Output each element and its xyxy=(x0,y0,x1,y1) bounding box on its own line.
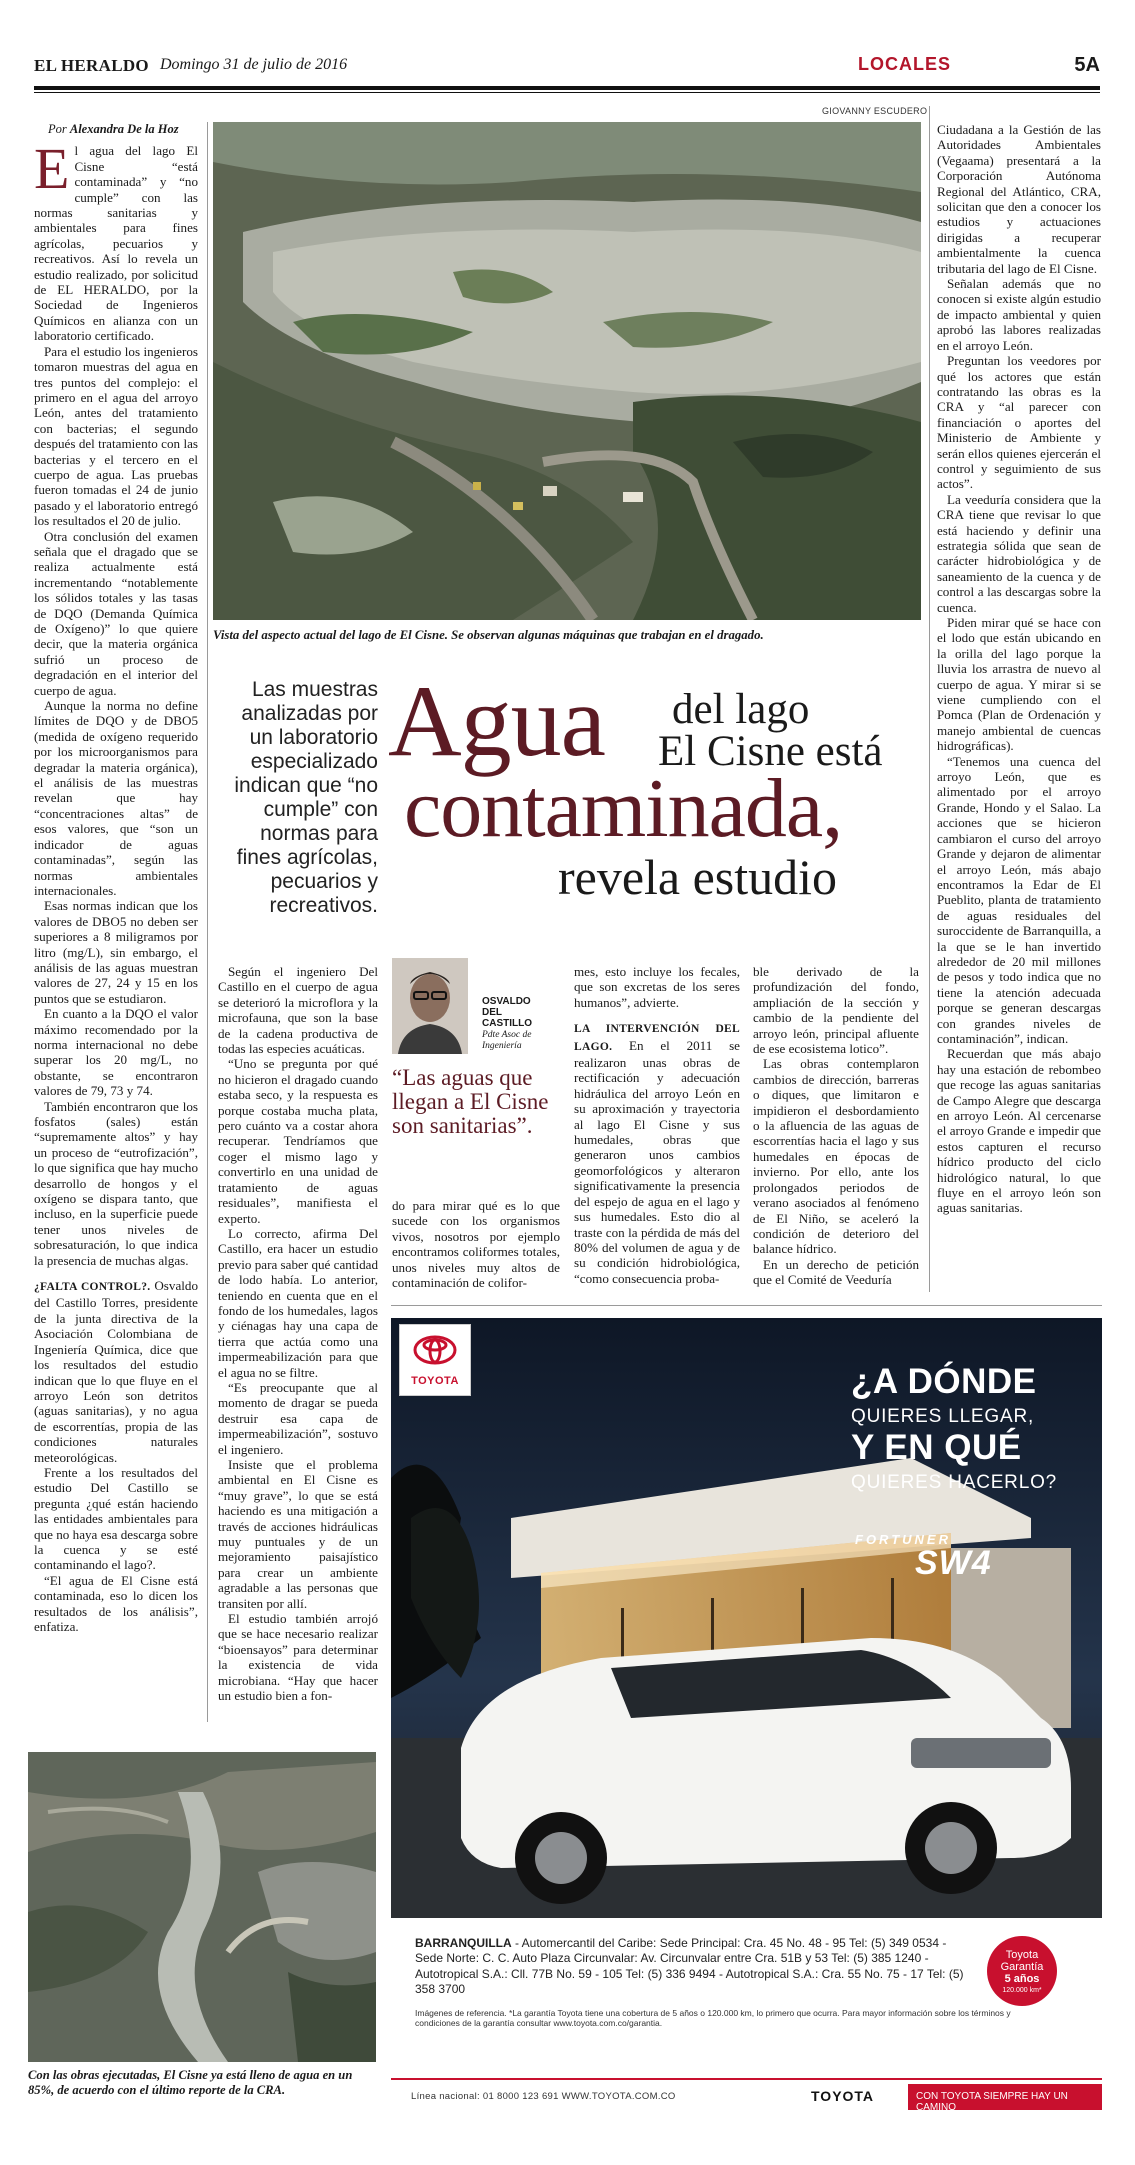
paragraph: En cuanto a la DQO el valor máximo recomendado por la norma internacional no debe superar los 20 mg/L, no obstante, se encontraron valores de 79, 73 y 74. xyxy=(34,1006,198,1099)
paragraph: “Tenemos una cuenca del arroyo León, que es alimentado por el arroyo Grande, Hondo y el Salao. La acciones que se hicieron cambiaron el curso del arroyo Grande y dejaron de alimentar el arroyo León, más abajo encontramos la Edar de El Pueblito, planta de tratamiento de aguas residuales del suroccidente de Barranquilla, a la que se le han invertido alrededor de 20 mil millones de pesos y todo indica que no tiene la atención adecuada porque se generan descargas con grandes niveles de contaminación”, indican. xyxy=(937,753,1101,1046)
main-photo-caption: Vista del aspecto actual del lago de El Cisne. Se observan algunas máquinas que trabajan en el dragado. xyxy=(213,628,764,642)
ad-footer xyxy=(391,2078,1102,2113)
ad-headline-1: ¿A DÓNDE xyxy=(851,1362,1037,1401)
paragraph: Aunque la norma no define límites de DQO y de DBO5 (medida de oxígeno requerido por los microorganismos para degradar la materia orgánica), el análisis de las muestras revelan que hay “concentraciones altas” de esos valores, que “son un indicador de aguas contaminadas”, según las normas ambientales internacionales. xyxy=(34,698,198,898)
paragraph: También encontraron que los fosfatos (sales) están “supremamente altos” y hay un proceso de “eutrofización”, lo que significa que hay mucho desarrollo de hongos y el oxígeno se dispara tanto, que incluso, en la superficie puede tener unos niveles de sobresaturación, lo que indica la presencia de muchas algas. xyxy=(34,1098,198,1268)
toyota-brand-label: TOYOTA xyxy=(411,1375,459,1387)
paragraph: ¿FALTA CONTROL?. Osvaldo del Castillo Torres, presidente de la junta directiva de la Asociación Colombiana de Ingeniería Química, dice que los resultados del estudio indican que lo que fluye en el arroyo León son detritos (aguas sanitarias), y no agua de escorrentías, propia de las condiciones naturales meteorológicas. xyxy=(34,1278,198,1465)
newspaper-name: EL HERALDO xyxy=(34,56,149,75)
lead-paragraph: El agua del lago El Cisne “está contaminada” y “no cumple” con las normas sanitarias y ambientales para fines agrícolas, pecuarios y recreativos. Así lo revela un estudio realizado, por solicitud de EL HERALDO, por la Sociedad de Ingenieros Químicos en alianza con un laboratorio certificado. xyxy=(34,136,198,344)
headline-del-lago: del lago xyxy=(672,686,810,733)
section-divider xyxy=(391,1305,1102,1306)
model-badge: SW4 xyxy=(915,1544,992,1582)
toyota-logo-icon xyxy=(413,1335,457,1365)
article-column-4 xyxy=(574,964,740,1286)
paragraph: Según el ingeniero Del Castillo en el cuerpo de agua se deterioró la microflora y la microfauna, que son la base de la cadena productiva de todas las especies acuáticas. xyxy=(218,964,378,1057)
headline-el-cisne: El Cisne está xyxy=(658,728,883,775)
ad-headline-4: QUIERES HACERLO? xyxy=(851,1472,1058,1493)
dealer-addresses: BARRANQUILLA - Automercantil del Caribe: Sede Principal: Cra. 45 No. 48 - 95 Tel: (5) 349 0534 - Sede Norte: C. C. Auto Plaza Circunvalar: Av. Circunvalar entre Cra. 51B y 53 Tel: (5) 385 1240 - Autotropical S.A.: Cll. 77B No. 59 - 105 Tel: (5) 336 9494 - Autotropical S.A.: Cra. 55 No. 75 - 17 Tel: (5) 358 3700 xyxy=(415,1936,964,1997)
quote-name: OSVALDO DEL CASTILLO xyxy=(482,996,532,1029)
article-column-2 xyxy=(218,964,378,1704)
page-number: 5A xyxy=(1074,54,1100,76)
paragraph: En un derecho de petición que el Comité de Veeduría xyxy=(753,1256,919,1288)
paragraph: LA INTERVENCIÓN DEL LAGO. En el 2011 se realizaron unas obras de rectificación y adecuación hidráulica del arroyo León en su aproximación y trayectoria al lago El Cisne y sus humedales, obras que generaron unos cambios geomorfológicos y alteraron significativamente la presencia del espejo de agua en el lago y sus humedales. Esto dio al traste con la pérdida de más del 80% del volumen de agua y de su condición hidrobiológica, “como consecuencia proba- xyxy=(574,1023,740,1286)
paragraph: Señalan además que no conocen si existe algún estudio de impacto ambiental y quien aprobó las labores realizadas en el arroyo León. xyxy=(937,276,1101,353)
footer-brand: TOYOTA xyxy=(811,2088,875,2104)
ad-dealer-info xyxy=(391,1918,1102,2078)
paragraph: ble derivado de la profundización del fondo, ampliación de la sección y cambio de la pendiente del arroyo león, principal afluente de ese ecosistema lotico”. xyxy=(753,964,919,1057)
ad-headline-2: QUIERES LLEGAR, xyxy=(851,1406,1035,1427)
article-column-3 xyxy=(392,1198,560,1290)
column-divider xyxy=(207,122,208,1722)
toyota-logo-box xyxy=(399,1324,471,1396)
article-column-5 xyxy=(753,964,919,1288)
ad-headline-3: Y EN QUÉ xyxy=(851,1428,1022,1467)
brand-slogan: CON TOYOTA SIEMPRE HAY UN CAMINO xyxy=(908,2084,1102,2110)
warranty-seal: Toyota Garantía 5 años 120.000 km* xyxy=(987,1936,1057,2006)
byline: Por Alexandra De la Hoz xyxy=(48,122,179,136)
small-photo-caption: Con las obras ejecutadas, El Cisne ya está lleno de agua en un 85%, de acuerdo con el último reporte de la CRA. xyxy=(28,2068,353,2097)
article-column-6 xyxy=(937,122,1101,1216)
phone-and-website[interactable]: Línea nacional: 01 8000 123 691 WWW.TOYOTA.COM.CO xyxy=(411,2091,676,2102)
person-portrait-image xyxy=(392,958,468,1054)
model-name: FORTUNER xyxy=(855,1532,951,1547)
photo-credit: GIOVANNY ESCUDERO xyxy=(822,106,928,116)
paragraph: Otra conclusión del examen señala que el dragado que se realiza actualmente está incrementando “notablemente los sólidos totales y las tasas de DQO (Demanda Química de Oxígeno)” lo que quiere decir, que la materia orgánica sufrió un proceso de degradación en el interior del cuerpo de agua. xyxy=(34,528,198,698)
headline-deck: Las muestras analizadas por un laboratorio especializado indican que “no cumple” con normas para fines agrícolas, pecuarios y recreativos. xyxy=(234,678,378,917)
main-photo xyxy=(213,122,921,620)
paragraph: Ciudadana a la Gestión de las Autoridades Ambientales (Vegaama) presentará a la Corporación Autónoma Regional del Atlántico, CRA, solicitan que den a conocer los estudios y actuaciones dirigidas a recuperar ambientalmente la cuenca tributaria del lago de El Cisne. xyxy=(937,122,1101,276)
section-name: LOCALES xyxy=(858,54,952,74)
portrait-photo xyxy=(392,958,468,1054)
paragraph: do para mirar qué es lo que sucede con los organismos vivos, nosotros por ejemplo encontramos coliformes totales, unos niveles muy altos de contaminación de colifor- xyxy=(392,1198,560,1291)
lake-aerial-image xyxy=(213,122,921,620)
issue-date: Domingo 31 de julio de 2016 xyxy=(160,56,348,73)
toyota-advertisement[interactable] xyxy=(391,1318,1102,2113)
paragraph: Frente a los resultados del estudio Del Castillo se pregunta ¿qué están haciendo las entidades ambientales para que no haya esa descarga sobre la cuenca y se esté contaminando el lago?. xyxy=(34,1464,198,1573)
masthead-rule xyxy=(34,86,1100,90)
subheading: ¿FALTA CONTROL?. xyxy=(34,1281,151,1294)
headline-revela-estudio: revela estudio xyxy=(558,849,838,905)
drop-cap: E xyxy=(34,136,70,202)
quote-role: Pdte Asoc de Ingeniería xyxy=(482,1030,532,1051)
paragraph: “Uno se pregunta por qué no hicieron el dragado cuando estaba seco, y la respuesta es porque costaba mucha plata, pero cuánto va a costar ahora recuperar. Tendríamos que coger el mismo lago y convertirlo en una unidad de tratamiento de aguas residuales”, manifiesta el experto. xyxy=(218,1056,378,1226)
paragraph: La veeduría considera que la CRA tiene que revisar lo que está haciendo y definir una estrategia sólida que sean de carácter hidrobiológica y de saneamiento de la cuenca y de control a las descargas sobre la cuenca. xyxy=(937,491,1101,615)
subheading: LA INTERVENCIÓN DEL LAGO. xyxy=(574,1023,740,1053)
paragraph: Recuerdan que más abajo hay una estación de rebombeo que recoge las aguas sanitarias de Campo Alegre que descarga en arroyo León. Al cercenarse el arroyo Grande e impedir que estos capturen el recurso hídrico producto del ciclo hidrológico natural, lo que fluye en el arroyo león son aguas sanitarias. xyxy=(937,1046,1101,1216)
fine-print: Imágenes de referencia. *La garantía Toyota tiene una cobertura de 5 años o 120.000 km, lo primero que ocurra. Para mayor información sobre los términos y condiciones de la garantía consultar www.toyota.com.co/garantia. xyxy=(415,2007,1011,2029)
paragraph: Las obras contemplaron cambios de dirección, barreras o diques, que limitaron e impidieron el desbordamiento o la afluencia de las aguas de escorrentías hacia el lago y sus humedales en épocas de invierno. Por ello, ante los prolongados periodos de verano asociados al fenómeno de El Niño, se aceleró la condición de deterioro del balance hídrico. xyxy=(753,1056,919,1257)
small-photo xyxy=(28,1752,376,2062)
paragraph: Insiste que el problema ambiental en El Cisne es “muy grave”, lo que se está haciendo es una mitigación a través de acciones hidráulicas muy puntuales y de un mejoramiento paisajístico para crear un ambiente agradable a las personas que transiten por allí. xyxy=(218,1457,378,1611)
paragraph: mes, esto incluye los fecales, que son excretas de los seres humanos”, advierte. xyxy=(574,964,740,1010)
article-column-1 xyxy=(34,122,198,1634)
paragraph: Esas normas indican que los valores de DBO5 no deben ser superiores a 8 miligramos por litro (mg/L), sin embargo, el análisis de las aguas muestran valores de 27, 24 y 15 en los puntos que se estudiaron. xyxy=(34,898,198,1006)
aerial-photo-image xyxy=(28,1752,376,2062)
masthead-rule-thin xyxy=(34,92,1100,93)
paragraph: Lo correcto, afirma Del Castillo, era hacer un estudio previo para saber qué cantidad de lodo había. Lo anterior, teniendo en cuenta que en el fondo de los humedales, lagos y ciénagas hay una capa de tierra que actúa como una impermeabilización para que el agua no se filtre. xyxy=(218,1225,378,1380)
headline-agua: Agua xyxy=(388,665,605,778)
headline-contaminada: contaminada, xyxy=(404,762,843,855)
pull-quote: “Las aguas que llegan a El Cisne son sanitarias”. xyxy=(392,1065,549,1138)
column-divider xyxy=(929,106,930,1292)
paragraph: Piden mirar qué se hace con el lodo que están ubicando en la orilla del lago porque la lluvia los arrastra de nuevo al cuerpo de agua. Y mirar si se viene cumpliendo con el Pomca (Plan de Ordenación y manejo ambiental de cuencas hidrográficas). xyxy=(937,615,1101,754)
paragraph: El estudio también arrojó que se hace necesario realizar “bioensayos” para determinar la existencia de vida microbiana. “Hay que hacer un estudio bien a fon- xyxy=(218,1611,378,1704)
paragraph: Para el estudio los ingenieros tomaron muestras del agua en tres puntos del complejo: el primero en el agua del arroyo León, antes del tratamiento con bacterias; el segundo después del tratamiento con las bacterias y el tercero en el cuerpo de agua. Las pruebas fueron tomadas el 24 de junio pasado y el laboratorio entregó los resultados el 20 de julio. xyxy=(34,343,198,529)
paragraph: “Es preocupante que al momento de dragar se pueda destruir esa capa de impermeabilización”, sostuvo el ingeniero. xyxy=(218,1379,378,1457)
paragraph: Preguntan los veedores por qué los actores que están contratando las obras es la CRA y “al parecer con financiación o aportes del Ministerio de Ambiente y serán ellos quienes ejercerán el control y seguimiento de sus actos”. xyxy=(937,353,1101,492)
paragraph: “El agua de El Cisne está contaminada, eso lo dicen los resultados de los análisis”, enfatiza. xyxy=(34,1572,198,1634)
